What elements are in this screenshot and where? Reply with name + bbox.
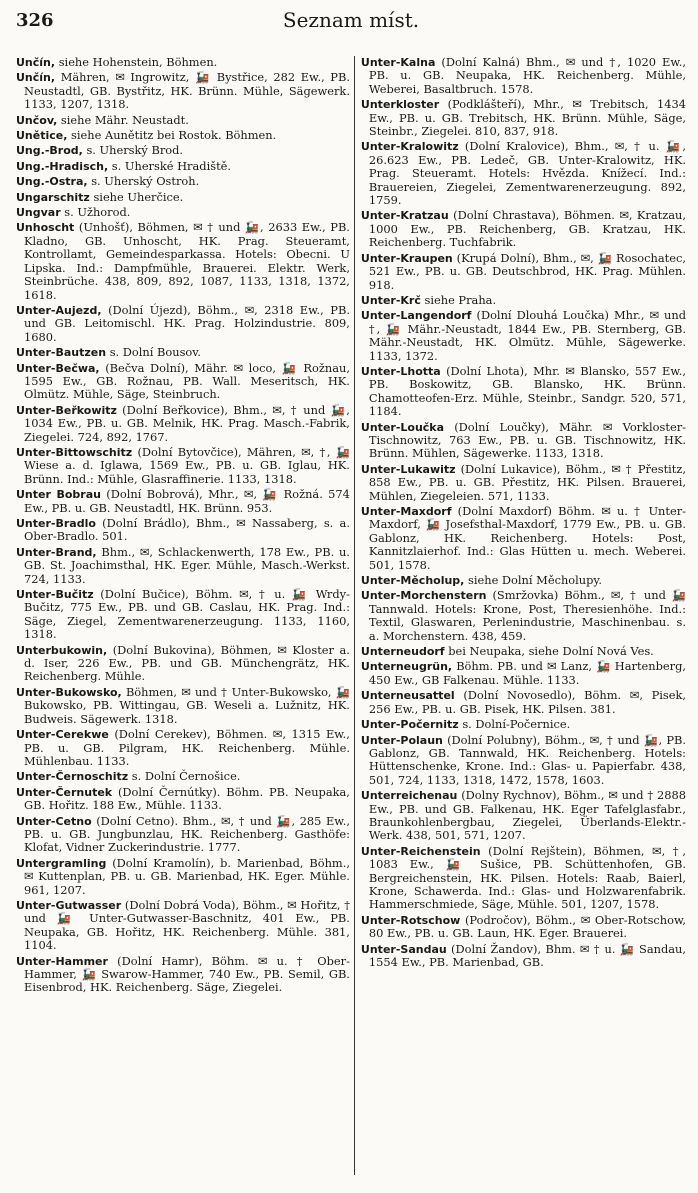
index-entry [16,56,350,69]
index-entry [16,588,350,642]
index-entry [16,404,350,444]
entry-headword: Unter-Reichenstein [360,844,481,858]
entry-headword: Unhoscht [16,221,75,235]
entry-text: (Dolní Kralovice), Bhm., ✉, † u. 🚂, 26.623 Ew., PB. Ledeč, GB. Unter-Kralowitz, HK. Prag. Steueramt. Hotels: Hvězda. Knížecí. Ind.: Brauereien, Ziegelei, Zementwarenerzeugung. 892, 1759. [368,139,686,208]
entry-text: (Dolní Cerekev), Böhmen. ✉, 1315 Ew., PB. u. GB. Pilgram, HK. Reichenberg. Mühle. Mühlenbau. 1133. [24,727,350,768]
entry-text: s. Uherský Ostroh. [91,174,200,189]
entry-headword: Unter Bobrau [16,488,101,502]
index-entry [361,574,686,587]
entry-headword: Unter-Loučka [360,420,445,434]
index-entry [16,955,350,995]
index-entry [16,517,350,544]
entry-headword: Unter-Kralowitz [360,140,459,154]
entry-headword: Ungvar [16,206,61,220]
entry-text: (Dolní Černútky). Böhm. PB. Neupaka, GB. Hořitz. 188 Ew., Mühle. 1133. [24,784,350,813]
entry-text: (Dolní Loučky), Mähr. ✉ Vorkloster-Tischnowitz, 763 Ew., PB. u. GB. Tischnowitz, HK. Brünn. Mühlen, Sägewerke. 1133, 1318. [368,419,686,461]
entry-headword: Unterbukowin, [16,643,108,657]
entry-headword: Unterkloster [360,98,440,112]
index-entry [361,505,686,572]
entry-text: (Unhošť), Böhmen, ✉ † und 🚂, 2633 Ew., PB. Kladno, GB. Unhoscht, HK. Prag. Steueramt, Kontrollamt, Gemeindesparkassa. Hotels: Obecni. U Lipska. Ind.: Dampfmühle, Brauerei. Elektr. Werk, Steinbrüche. 438, 809, 892, 1087, 1133, 1318, 1372, 1618. [24,220,350,302]
entry-headword: Unter-Cerekwe [16,728,109,742]
entry-headword: Unčín, [16,71,56,85]
entry-text: siehe Dolní Měcholupy. [468,573,602,588]
index-entry [16,644,350,684]
index-entry [16,728,350,768]
entry-headword: Ung.-Ostra, [16,175,88,189]
entry-headword: Unter-Měcholup, [360,574,465,588]
entry-headword: Unter-Rotschow [360,913,461,927]
index-entry [16,175,350,188]
entry-text: s. Dolní Bousov. [109,345,201,360]
entry-headword: Ung.-Hradisch, [16,159,109,173]
entry-text: (Dolní Cetno). Bhm., ✉, † und 🚂, 285 Ew., PB. u. GB. Jungbunzlau, HK. Reichenberg. Gasthöfe: Klofat, Vidner Zuckerindustrie. 1777. [24,813,350,855]
index-entry [16,304,350,344]
entry-headword: Unter-Brand, [16,545,97,559]
entry-text: siehe Mähr. Neustadt. [60,112,189,127]
entry-text: (Dolní Dobrá Voda), Böhm., ✉ Hořitz, † und 🚂 Unter-Gutwasser-Baschnitz, 401 Ew., PB. Neupaka, GB. Hořitz, HK. Reichenberg. Mühle. 381, 1104. [24,897,350,953]
index-entry [16,191,350,204]
index-entry [361,209,686,249]
entry-text: (Dolní Rejštein), Böhmen, ✉, †, 1083 Ew., 🚂 Sušice, PB. Schüttenhofen, GB. Bergreichenstein, HK. Pilsen. Hotels: Raab, Baierl, Krone, Schawerda. Ind.: Glas- und Holzwarenfabrik. Hammerschmiede, Säge, Mühle. 501, 1207, 1578. [368,843,686,912]
entry-headword: Unčín, [16,56,56,69]
entry-headword: Unter-Lukawitz [360,462,456,476]
entry-headword: Unter-Kalna [360,56,436,69]
index-entry [16,362,350,402]
entry-text: (Podklášteří), Mhr., ✉ Trebitsch, 1434 Ew., PB. u. GB. Trebitsch, HK. Brünn. Mühle, Säge, Steinbr., Ziegelei. 810, 837, 918. [368,97,686,139]
entry-text: s. Dolní Černošice. [131,769,241,784]
entry-text: (Krupá Dolní), Bhm., ✉, 🚂 Rosochatec, 521 Ew., PB. u. GB. Deutschbrod, HK. Prag. Mühlen. 918. [368,250,686,292]
entry-headword: Untergramling [16,856,107,870]
entry-text: (Dolní Maxdorf) Böhm. ✉ u. † Unter-Maxdorf, 🚂 Josefsthal-Maxdorf, 1779 Ew., PB. u. GB. Gablonz, HK. Reichenberg. Hotels: Post, Kannitzlaierhof. Ind.: Glas Hütten u. mech. Weberei. 501, 1578. [368,504,686,572]
index-entry [361,689,686,716]
index-entry [16,446,350,486]
index-entry [361,943,686,970]
page-header [16,6,686,34]
entry-text: (Dolní Novosedlo), Böhm. ✉, Pisek, 256 Ew., PB. u. GB. Pisek, HK. Pilsen. 381. [368,688,686,716]
entry-text: siehe Hohenstein, Böhmen. [58,56,218,69]
entry-headword: Unter-Gutwasser [16,898,122,912]
index-entry [16,857,350,897]
entry-headword: Unčov, [16,113,58,127]
index-entry [16,546,350,586]
entry-text: Mähren, ✉ Ingrowitz, 🚂 Bystřice, 282 Ew., PB. Neustadtl, GB. Bystřitz, HK. Brünn. Mühle, Sägewerk. 1133, 1207, 1318. [24,70,350,112]
entry-text: siehe Uherčice. [93,189,184,204]
entry-text: (Dolní Újezd), Böhm., ✉, 2318 Ew., PB. und GB. Leitomischl. HK. Prag. Holzindustrie. 809, 1680. [24,302,350,344]
entry-text: s. Uherské Hradiště. [111,158,232,173]
entry-headword: Unter-Langendorf [360,309,472,323]
entry-text: (Dolní Kalná) Bhm., ✉ und †, 1020 Ew., PB. u. GB. Neupaka, HK. Reichenberg. Mühle, Weberei, Basaltbruch. 1578. [368,56,686,96]
index-entry [16,786,350,813]
entry-headword: Unter-Bradlo [16,517,96,530]
entry-text: (Dolní Hamr), Böhm. ✉ u. † Ober-Hammer, 🚂 Swarow-Hammer, 740 Ew., PB. Semil, GB. Eisenbrod, HK. Reichenberg. Säge, Ziegelei. [24,953,350,995]
index-entry [361,734,686,788]
entry-headword: Unter-Hammer [16,954,108,968]
index-entry [16,815,350,855]
index-entry [16,160,350,173]
index-entry [16,221,350,301]
index-entry [361,789,686,843]
page-title: Seznam míst. [282,8,420,32]
index-entry [361,660,686,687]
entry-headword: Unter-Krč [360,293,421,307]
index-entry [361,589,686,643]
index-entry [361,365,686,419]
index-entry [361,98,686,138]
entry-headword: Unter-Cetno [16,814,92,828]
entry-text: (Dolní Dlouhá Loučka) Mhr., ✉ und †, 🚂 Mähr.-Neustadt, 1844 Ew., PB. Sternberg, GB. Mähr.-Neustadt, HK. Olmütz. Mühle, Sägewerke. 1133, 1372. [368,308,686,363]
index-entry [361,294,686,307]
entry-text: (Dolní Beřkovice), Bhm., ✉, † und 🚂, 1034 Ew., PB. u. GB. Melnik, HK. Prag. Masch.-Fabrik, Ziegelei. 724, 892, 1767. [24,402,350,444]
left-column [16,56,350,1175]
entry-headword: Unterneugrün, [360,660,453,674]
entry-text: (Bečva Dolní), Mähr. ✉ loco, 🚂 Rožnau, 1595 Ew., GB. Rožnau, PB. Wall. Meseritsch, HK. Olmütz. Mühle, Säge, Steinbruch. [24,360,350,402]
entry-headword: Unter-Beřkowitz [16,403,117,417]
index-entry [361,309,686,363]
entry-text: siehe Aunětitz bei Rostok. Böhmen. [71,128,277,143]
entry-headword: Unterneudorf [360,645,445,659]
index-entry [361,252,686,292]
entry-headword: Unětice, [16,129,68,143]
entry-text: Böhmen, ✉ und † Unter-Bukowsko, 🚂 Bukowsko, PB. Wittingau, GB. Weseli a. Lužnitz, HK. Budweis. Sägewerk. 1318. [24,684,350,726]
right-column [361,56,686,1175]
entry-text: s. Dolní-Počernice. [462,717,571,732]
index-entry [16,346,350,359]
index-entry [16,206,350,219]
entry-text: (Dolní Bučice), Böhm. ✉, † u. 🚂 Wrdy-Bučitz, 775 Ew., PB. und GB. Caslau, HK. Prag. Ind.: Säge, Ziegel, Zementwarenerzeugung. 1133, 1160, 1318. [24,587,350,642]
entry-headword: Ung.-Brod, [16,144,83,158]
entry-text: (Dolní Bobrová), Mhr., ✉, 🚂 Rožná. 574 Ew., PB. u. GB. Neustadtl, HK. Brünn. 953. [24,487,350,515]
index-entry [361,56,686,96]
entry-headword: Unterneusattel [360,689,455,703]
index-entry [16,488,350,515]
index-entry [361,645,686,658]
entry-text: (Dolní Polubny), Böhm., ✉, † und 🚂, PB. Gablonz, GB. Tannwald, HK. Reichenberg. Hotels: Hüttenschenke, Krone. Ind.: Glas- u. Papierfabr. 438, 501, 724, 1133, 1318, 1472, 1578, 1603. [368,732,686,787]
index-columns [16,56,686,1175]
index-entry [16,129,350,142]
entry-text: siehe Praha. [424,292,497,307]
entry-text: s. Uherský Brod. [86,143,184,158]
entry-headword: Unter-Lhotta [360,364,441,378]
entry-text: s. Užhorod. [64,205,131,220]
entry-headword: Unter-Bečwa, [16,361,100,375]
index-entry [16,71,350,111]
entry-headword: Unter-Kratzau [360,209,449,223]
entry-headword: Unter-Bučitz [16,588,94,602]
entry-headword: Unter-Počernitz [360,718,459,732]
entry-headword: Unter-Morchenstern [360,589,487,603]
entry-text: (Dolní Bytovčice), Mähren, ✉, †, 🚂 Wiese a. d. Iglawa, 1569 Ew., PB. u. GB. Iglau, HK. Brünn. Ind.: Mühle, Glasraffinerie. 1133, 1318. [24,444,350,486]
entry-headword: Unter-Maxdorf [360,505,452,518]
index-entry [361,845,686,912]
entry-text: (Dolní Kramolín), b. Marienbad, Böhm., ✉ Kuttenplan, PB. u. GB. Marienbad, HK. Eger. Mühle. 961, 1207. [24,855,350,897]
entry-text: (Smržovka) Böhm., ✉, † und 🚂 Tannwald. Hotels: Krone, Post, Theresienhöhe. Ind.: Textil, Glaswaren, Perlenindustrie, Maschinenbau. s. a. Morchenstern. 438, 459. [368,588,686,643]
entry-headword: Unter-Kraupen [360,251,453,265]
index-entry [16,114,350,127]
entry-text: (Dolní Žandov), Bhm. ✉ † u. 🚂 Sandau, 1554 Ew., PB. Marienbad, GB. [368,941,686,969]
index-entry [361,421,686,461]
index-entry [361,718,686,731]
entry-headword: Unter-Černutek [16,785,113,799]
index-entry [16,899,350,953]
page-number: 326 [16,9,54,31]
index-entry [361,914,686,941]
entry-headword: Ungarschitz [16,190,90,204]
entry-headword: Unter-Bautzen [16,346,107,360]
entry-text: (Dolní Lukavice), Böhm., ✉ † Přestitz, 858 Ew., PB. u. GB. Přestitz, HK. Pilsen. Brauerei, Mühlen, Ziegeleien. 571, 1133. [368,461,686,503]
index-entry [16,770,350,783]
entry-text: bei Neupaka, siehe Dolní Nová Ves. [448,644,654,659]
index-entry [361,463,686,503]
entry-text: Bhm., ✉, Schlackenwerth, 178 Ew., PB. u. GB. St. Joachimsthal, HK. Eger. Mühle, Masch.-Werkst. 724, 1133. [24,544,350,586]
index-entry [16,686,350,726]
entry-headword: Unter-Sandau [360,942,447,956]
entry-text: (Dolní Bukovina), Böhmen, ✉ Kloster a. d. Iser, 226 Ew., PB. und GB. Münchengrätz, HK. Reichenberg. Mühle. [24,642,350,684]
entry-text: (Področov), Böhm., ✉ Ober-Rotschow, 80 Ew., PB. u. GB. Laun, HK. Eger. Brauerei. [368,912,686,941]
index-entry [16,144,350,157]
entry-text: Böhm. PB. und ✉ Lanz, 🚂 Hartenberg, 450 Ew., GB Falkenau. Mühle. 1133. [368,659,686,687]
entry-headword: Unter-Černoschitz [16,770,129,784]
column-divider [354,56,355,1175]
entry-headword: Unter-Bittowschitz [16,445,133,459]
entry-text: (Dolní Brádlo), Bhm., ✉ Nassaberg, s. a. Ober-Bradlo. 501. [24,516,350,544]
entry-text: (Dolní Chrastava), Böhmen. ✉, Kratzau, 1000 Ew., PB. Reichenberg, GB. Kratzau, HK. Reichenberg. Tuchfabrik. [368,208,686,250]
entry-headword: Unter-Aujezd, [16,303,102,317]
index-entry [361,140,686,207]
entry-headword: Unter-Bukowsko, [16,685,122,699]
entry-text: (Dolny Rychnov), Böhm., ✉ und † 2888 Ew., PB. und GB. Falkenau, HK. Eger Tafelglasfabr., Braunkohlenbergbau, Ziegelei, Überlands-Elektr.-Werk. 438, 501, 571, 1207. [368,788,686,843]
entry-text: (Dolní Lhota), Mhr. ✉ Blansko, 557 Ew., PB. Boskowitz, GB. Blansko, HK. Brünn. Chamotteofen-Erz. Mühle, Steinbr., Sandgr. 520, 571, 1184. [368,363,686,419]
entry-headword: Unterreichenau [360,789,458,803]
entry-headword: Unter-Polaun [360,733,443,747]
